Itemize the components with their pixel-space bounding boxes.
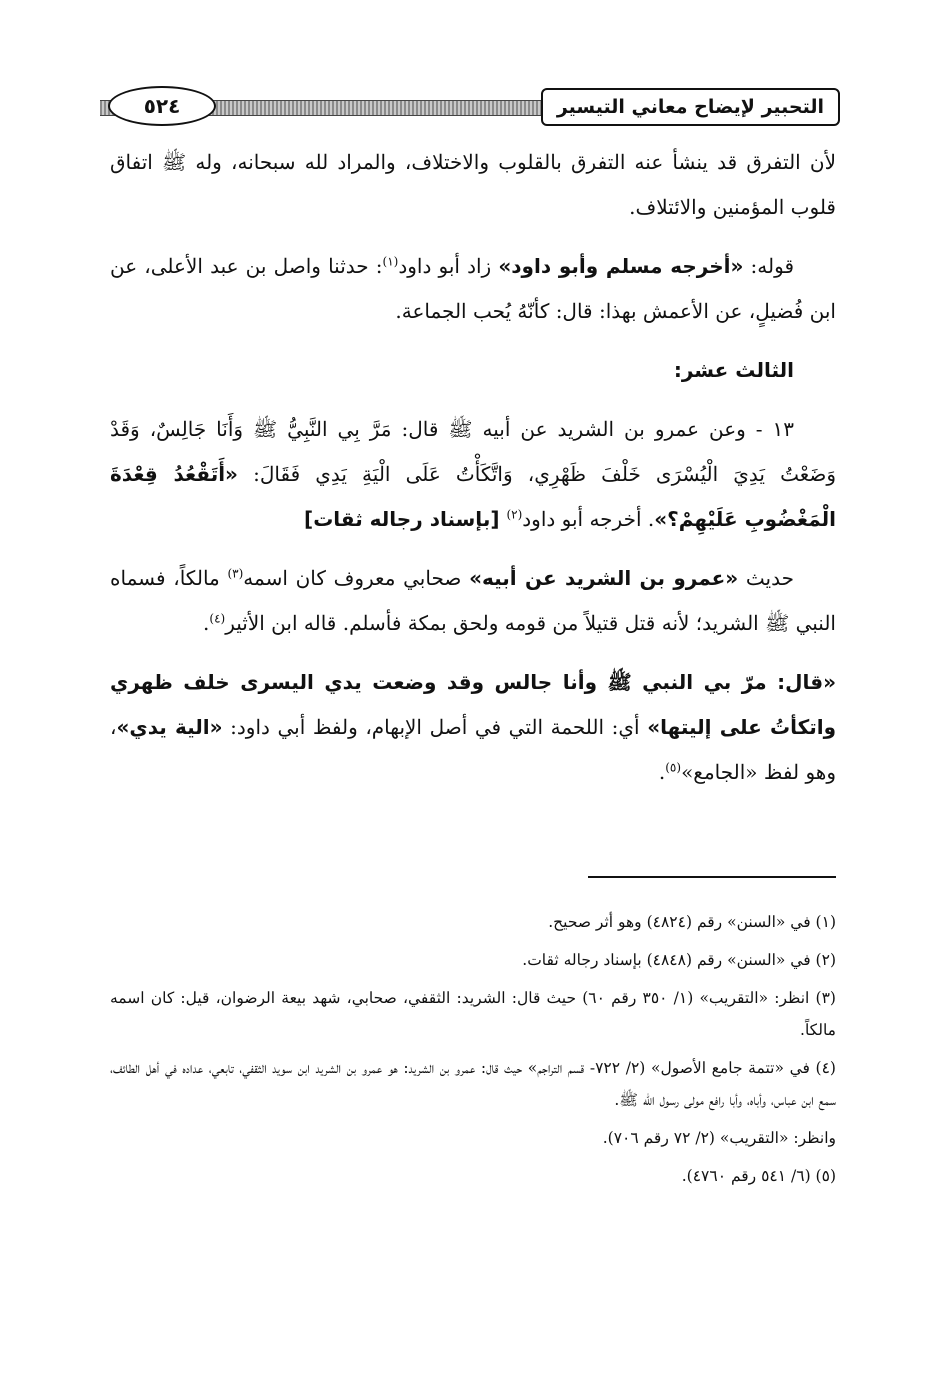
- footnote-4: (٤) في «تتمة جامع الأصول» (٢/ ٧٢٢- قسم التراجم» حيث قال: عمرو بن الشريد: هو عمرو بن الشريد ابن سويد الثقفي، تابعي، عداده في أهل الطائف، سمع ابن عباس، وأباه، وأبا رافع مولى رسول الله ﷺ.: [110, 1059, 836, 1109]
- footnote-ref: (٣): [227, 566, 244, 581]
- footnotes: [110, 906, 836, 1198]
- text-run: أي: اللحمة التي في أصل الإبهام، ولفظ أبي داود:: [222, 715, 648, 739]
- bold-quote: «عمرو بن الشريد عن أبيه»: [469, 566, 739, 590]
- text-run: ، وهو لفظ «الجامع»: [110, 715, 836, 784]
- footnote-ref: (٥): [665, 760, 682, 775]
- section-heading: الثالث عشر:: [673, 358, 794, 382]
- bold-quote: «قال: مرّ بي النبي ﷺ وأنا جالس وقد وضعت يدي اليسرى خلف ظهري واتكأتُ على إليتها»: [110, 670, 837, 739]
- footnote-divider: [588, 876, 836, 878]
- footnote-ref: (٤): [209, 611, 226, 626]
- page-number: ٥٢٤: [108, 86, 216, 126]
- bold-quote: «أخرجه مسلم وأبو داود»: [498, 254, 744, 278]
- paragraph-2: [110, 244, 836, 334]
- text-run: .: [658, 760, 666, 784]
- footnote-2: (٢) في «السنن» رقم (٤٨٤٨) بإسناد رجاله ثقات.: [522, 951, 836, 969]
- hadith-bold: «أَتَقْعُدُ قِعْدَةَ الْمَغْضُوبِ عَلَيْهِمْ؟»: [110, 462, 836, 531]
- page-header: [100, 86, 840, 128]
- footnote-ref: (١): [382, 254, 399, 269]
- text-run: صحابي معروف كان اسمه: [243, 566, 470, 590]
- hadith-grade: [بإسناد رجاله ثقات]: [304, 507, 507, 531]
- paragraph-5: [110, 660, 836, 795]
- bold-quote: «الية يدي»: [116, 715, 223, 739]
- footnote-5: (٥) (٦/ ٥٤١ رقم ٤٧٦٠).: [681, 1167, 836, 1185]
- footnote-1: (١) في «السنن» رقم (٤٨٢٤) وهو أثر صحيح.: [548, 913, 836, 931]
- footnote-ref: (٢): [506, 507, 523, 522]
- book-title: التحبير لإيضاح معاني التيسير: [541, 88, 840, 126]
- paragraph-1: لأن التفرق قد ينشأ عنه التفرق بالقلوب والاختلاف، والمراد لله سبحانه، وله ﷺ اتفاق قلوب المؤمنين والائتلاف.: [110, 150, 836, 219]
- hadith-text: ١٣ - وعن عمرو بن الشريد عن أبيه ﷺ قال: مَرَّ بِي النَّبِيُّ ﷺ وَأَنَا جَالِسٌ، وَقَدْ وَضَعْتُ يَدِيَ الْيُسْرَى خَلْفَ ظَهْرِي، وَاتَّكَأْتُ عَلَى الْيَةِ يَدِي فَقَالَ:: [110, 417, 837, 486]
- text-run: قوله:: [743, 254, 795, 278]
- text-run: .: [203, 611, 210, 635]
- text-run: . أخرجه أبو داود: [522, 507, 655, 531]
- text-run: زاد أبو داود: [398, 254, 499, 278]
- main-text: [110, 140, 836, 809]
- text-run: مالكاً، فسماه النبي ﷺ الشريد؛ لأنه قتل قتيلاً من قومه ولحق بمكة فأسلم. قاله ابن الأثير: [110, 566, 836, 635]
- footnote-4-continued: وانظر: «التقريب» (٢/ ٧٢ رقم ٧٠٦).: [602, 1129, 836, 1147]
- paragraph-4: [110, 556, 836, 646]
- hadith-paragraph: [110, 407, 836, 542]
- text-run: : حدثنا واصل بن عبد الأعلى، عن ابن فُضيلٍ، عن الأعمش بهذا: قال: كأنّهُ يُحب الجماعة.: [110, 254, 836, 323]
- text-run: حديث: [738, 566, 794, 590]
- footnote-3: (٣) انظر: «التقريب» (١/ ٣٥٠ رقم ٦٠) حيث قال: الشريد: الثقفي، صحابي، شهد بيعة الرضوان، قيل: كان اسمه مالكاً.: [110, 989, 836, 1039]
